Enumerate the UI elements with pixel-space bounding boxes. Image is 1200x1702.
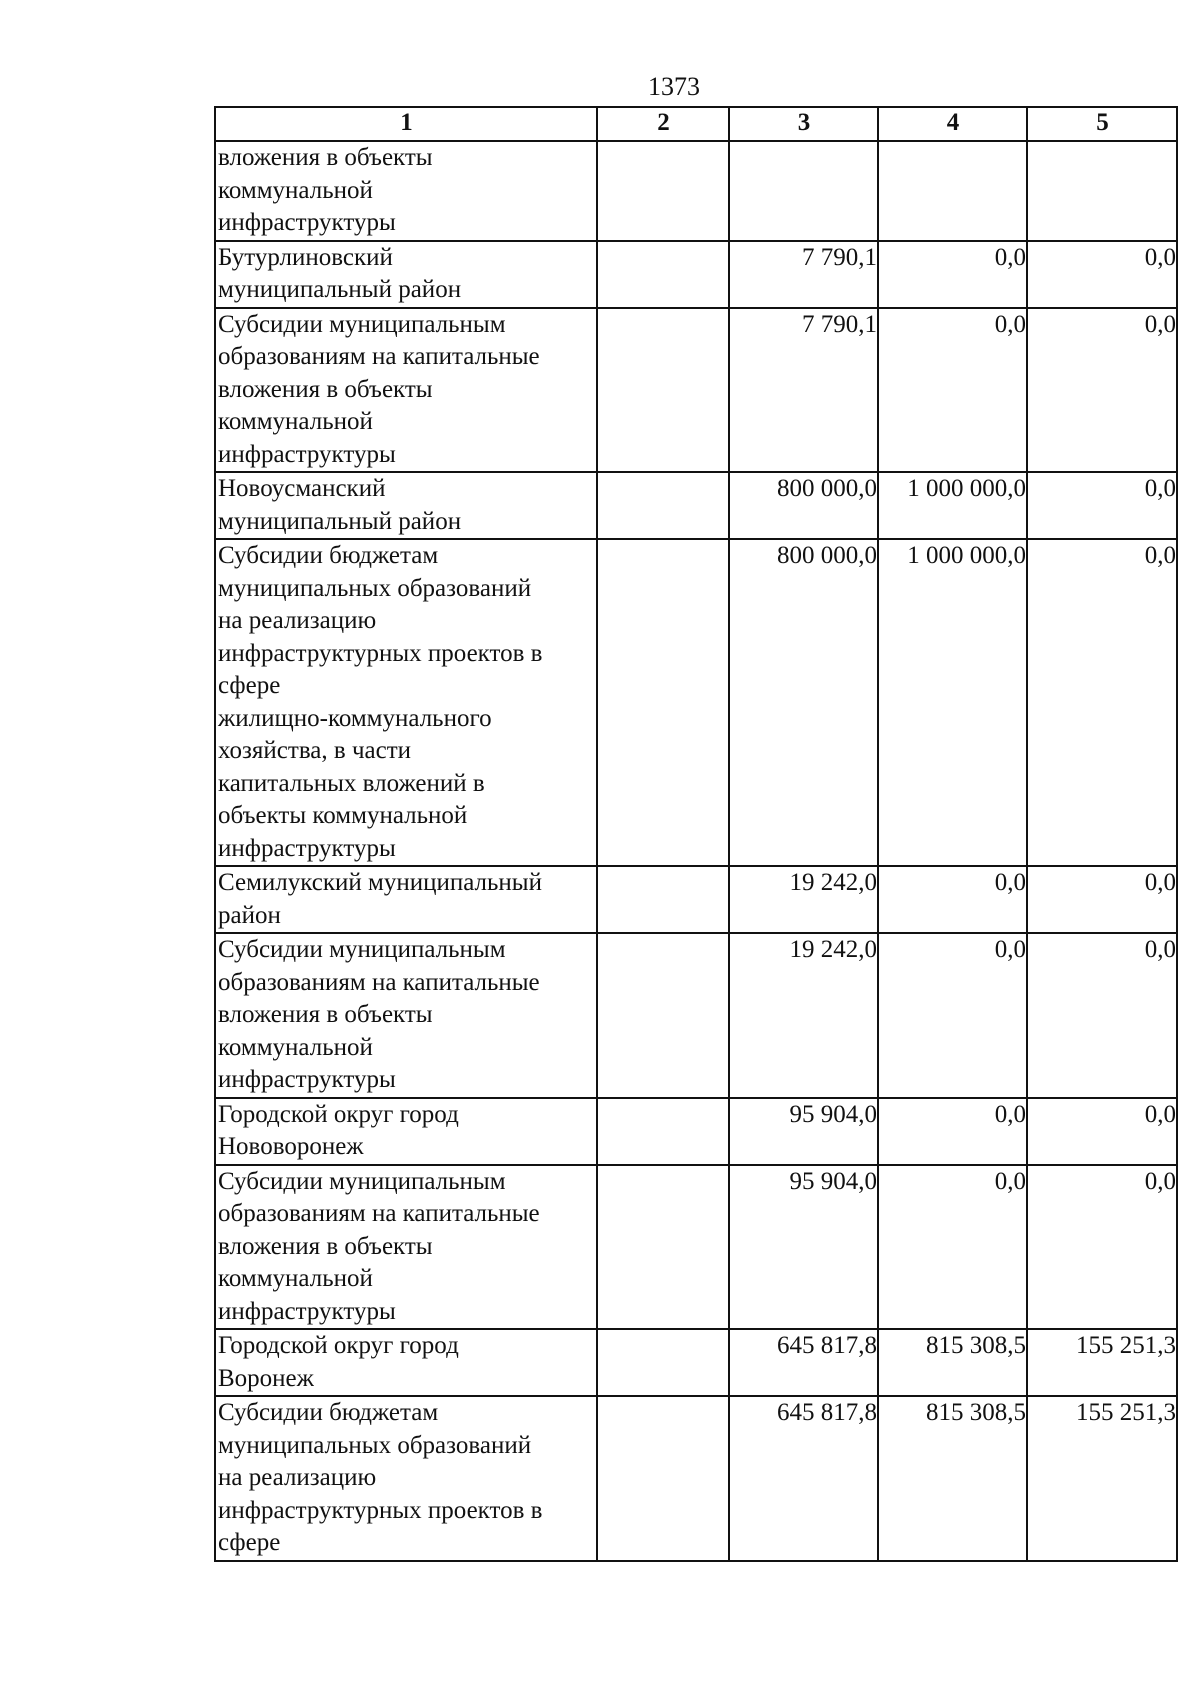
header-col-4: 4 — [878, 107, 1027, 141]
row-col2-cell — [597, 1329, 729, 1396]
row-label-cell: вложения в объекты коммунальной инфраструктуры — [215, 141, 597, 241]
table-row — [215, 1098, 1177, 1165]
table-row — [215, 472, 1177, 539]
row-col5-cell: 0,0 — [1027, 1165, 1177, 1330]
row-col2-cell — [597, 933, 729, 1098]
row-label-cell: Бутурлиновский муниципальный район — [215, 241, 597, 308]
row-col3-cell: 7 790,1 — [729, 241, 878, 308]
row-col4-cell: 815 308,5 — [878, 1396, 1027, 1561]
row-col2-cell — [597, 866, 729, 933]
row-col3-cell: 645 817,8 — [729, 1396, 878, 1561]
row-label-cell: Субсидии бюджетам муниципальных образований на реализацию инфраструктурных проектов в сфере жилищно-коммунального хозяйства, в части капитальных вложений в объекты коммунальной инфраструктуры — [215, 539, 597, 866]
row-col5-cell — [1027, 141, 1177, 241]
row-col4-cell: 0,0 — [878, 1098, 1027, 1165]
row-col5-cell: 155 251,3 — [1027, 1396, 1177, 1561]
row-col3-cell: 95 904,0 — [729, 1165, 878, 1330]
row-col3-cell — [729, 141, 878, 241]
row-col2-cell — [597, 1396, 729, 1561]
table-row — [215, 1165, 1177, 1330]
row-label-cell: Семилукский муниципальный район — [215, 866, 597, 933]
row-col4-cell: 0,0 — [878, 933, 1027, 1098]
row-col5-cell: 0,0 — [1027, 1098, 1177, 1165]
row-col4-cell: 1 000 000,0 — [878, 472, 1027, 539]
table-row — [215, 933, 1177, 1098]
budget-table — [214, 106, 1178, 1562]
row-label-cell: Городской округ город Нововоронеж — [215, 1098, 597, 1165]
row-col5-cell: 155 251,3 — [1027, 1329, 1177, 1396]
row-col2-cell — [597, 241, 729, 308]
header-col-1: 1 — [215, 107, 597, 141]
table-row — [215, 1396, 1177, 1561]
header-col-2: 2 — [597, 107, 729, 141]
row-col5-cell: 0,0 — [1027, 308, 1177, 473]
row-col5-cell: 0,0 — [1027, 472, 1177, 539]
table-row — [215, 866, 1177, 933]
row-col2-cell — [597, 308, 729, 473]
row-col4-cell: 0,0 — [878, 308, 1027, 473]
row-col3-cell: 95 904,0 — [729, 1098, 878, 1165]
row-col4-cell: 1 000 000,0 — [878, 539, 1027, 866]
row-label-cell: Субсидии муниципальным образованиям на капитальные вложения в объекты коммунальной инфраструктуры — [215, 933, 597, 1098]
table-header — [215, 107, 1177, 141]
row-col5-cell: 0,0 — [1027, 866, 1177, 933]
row-col3-cell: 7 790,1 — [729, 308, 878, 473]
row-label-cell: Субсидии муниципальным образованиям на капитальные вложения в объекты коммунальной инфраструктуры — [215, 308, 597, 473]
table-row — [215, 539, 1177, 866]
table-body — [215, 141, 1177, 1561]
table-row — [215, 1329, 1177, 1396]
row-col4-cell: 815 308,5 — [878, 1329, 1027, 1396]
row-col3-cell: 645 817,8 — [729, 1329, 878, 1396]
table-row — [215, 308, 1177, 473]
row-col3-cell: 800 000,0 — [729, 539, 878, 866]
row-label-cell: Городской округ город Воронеж — [215, 1329, 597, 1396]
row-col5-cell: 0,0 — [1027, 933, 1177, 1098]
row-col3-cell: 19 242,0 — [729, 866, 878, 933]
row-col4-cell: 0,0 — [878, 866, 1027, 933]
row-col2-cell — [597, 141, 729, 241]
row-col5-cell: 0,0 — [1027, 241, 1177, 308]
row-col4-cell — [878, 141, 1027, 241]
row-col2-cell — [597, 1165, 729, 1330]
row-col3-cell: 19 242,0 — [729, 933, 878, 1098]
table-row — [215, 141, 1177, 241]
row-col2-cell — [597, 1098, 729, 1165]
row-col5-cell: 0,0 — [1027, 539, 1177, 866]
header-row — [215, 107, 1177, 141]
page-number: 1373 — [648, 72, 700, 101]
header-col-3: 3 — [729, 107, 878, 141]
table-row — [215, 241, 1177, 308]
row-col2-cell — [597, 472, 729, 539]
row-label-cell: Новоусманский муниципальный район — [215, 472, 597, 539]
row-col4-cell: 0,0 — [878, 241, 1027, 308]
row-col3-cell: 800 000,0 — [729, 472, 878, 539]
row-label-cell: Субсидии бюджетам муниципальных образований на реализацию инфраструктурных проектов в сфере — [215, 1396, 597, 1561]
row-col4-cell: 0,0 — [878, 1165, 1027, 1330]
header-col-5: 5 — [1027, 107, 1177, 141]
row-col2-cell — [597, 539, 729, 866]
row-label-cell: Субсидии муниципальным образованиям на капитальные вложения в объекты коммунальной инфраструктуры — [215, 1165, 597, 1330]
